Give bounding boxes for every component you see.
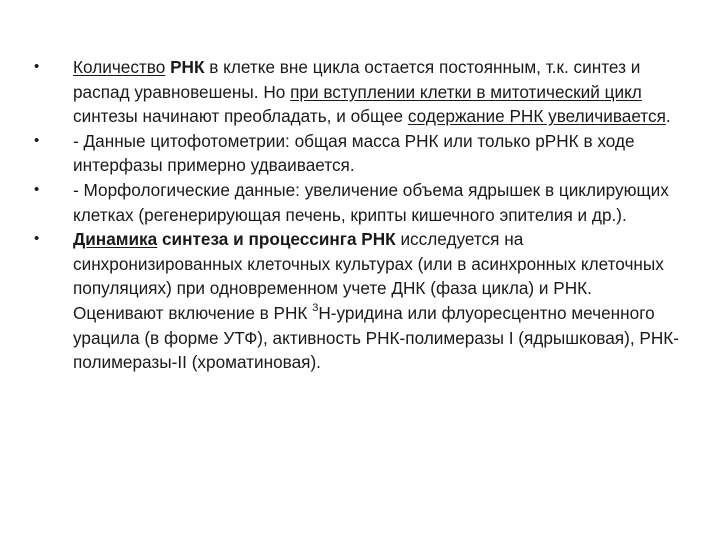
text-body: - Данные цитофотометрии: общая масса РНК или только рРНК в ходе интерфазы примерно удваивается. [73,130,635,176]
phrase-synthesis-processing: синтеза и процессинга [157,229,362,250]
term-rna: РНК [361,229,396,250]
term-dynamics: Динамика [73,229,158,250]
text-body: Н-уридина или флуоресцентно меченного урацила (в форме УТФ), активность РНК-полимеразы I (ядрышковая), РНК-полимеразы-II (хроматиновая). [73,302,679,373]
bullet-item-cytophotometry [34,129,694,178]
term-quantity: Количество [73,57,166,77]
text-period: . [665,106,671,127]
bullet-list [34,55,694,375]
text-body: в клетке вне цикла остается постоянным, т.к. синтез и распад уравновешены. Но [73,57,641,102]
bullet-dot: • [34,131,40,149]
bullet-dot: • [34,58,40,75]
phrase-rna-content: содержание РНК увеличивается [407,106,666,127]
bullet-item-morphology [34,178,694,227]
text-body: Оценивают включение в РНК [73,302,313,323]
term-rna: РНК [170,57,205,77]
phrase-mitotic-cycle: при вступлении клетки в митотический цикл [290,81,642,102]
text-body: синтезы начинают преобладать, и общее [73,106,408,127]
bullet-item-dynamics [34,227,694,375]
text-body: исследуется на синхронизированных клеточных культурах (или в асинхронных клеточных популяциях) при одновременном учете ДНК (фаза цикла) и РНК. [73,229,664,299]
bullet-item-rna-amount [34,55,694,129]
bullet-dot: • [34,180,40,198]
superscript-3: 3 [312,302,319,315]
text-body: - Морфологические данные: увеличение объема ядрышек в циклирующих клетках (регенерирующая печень, крипты кишечного эпителия и др.). [73,179,669,225]
bullet-dot: • [34,230,40,248]
